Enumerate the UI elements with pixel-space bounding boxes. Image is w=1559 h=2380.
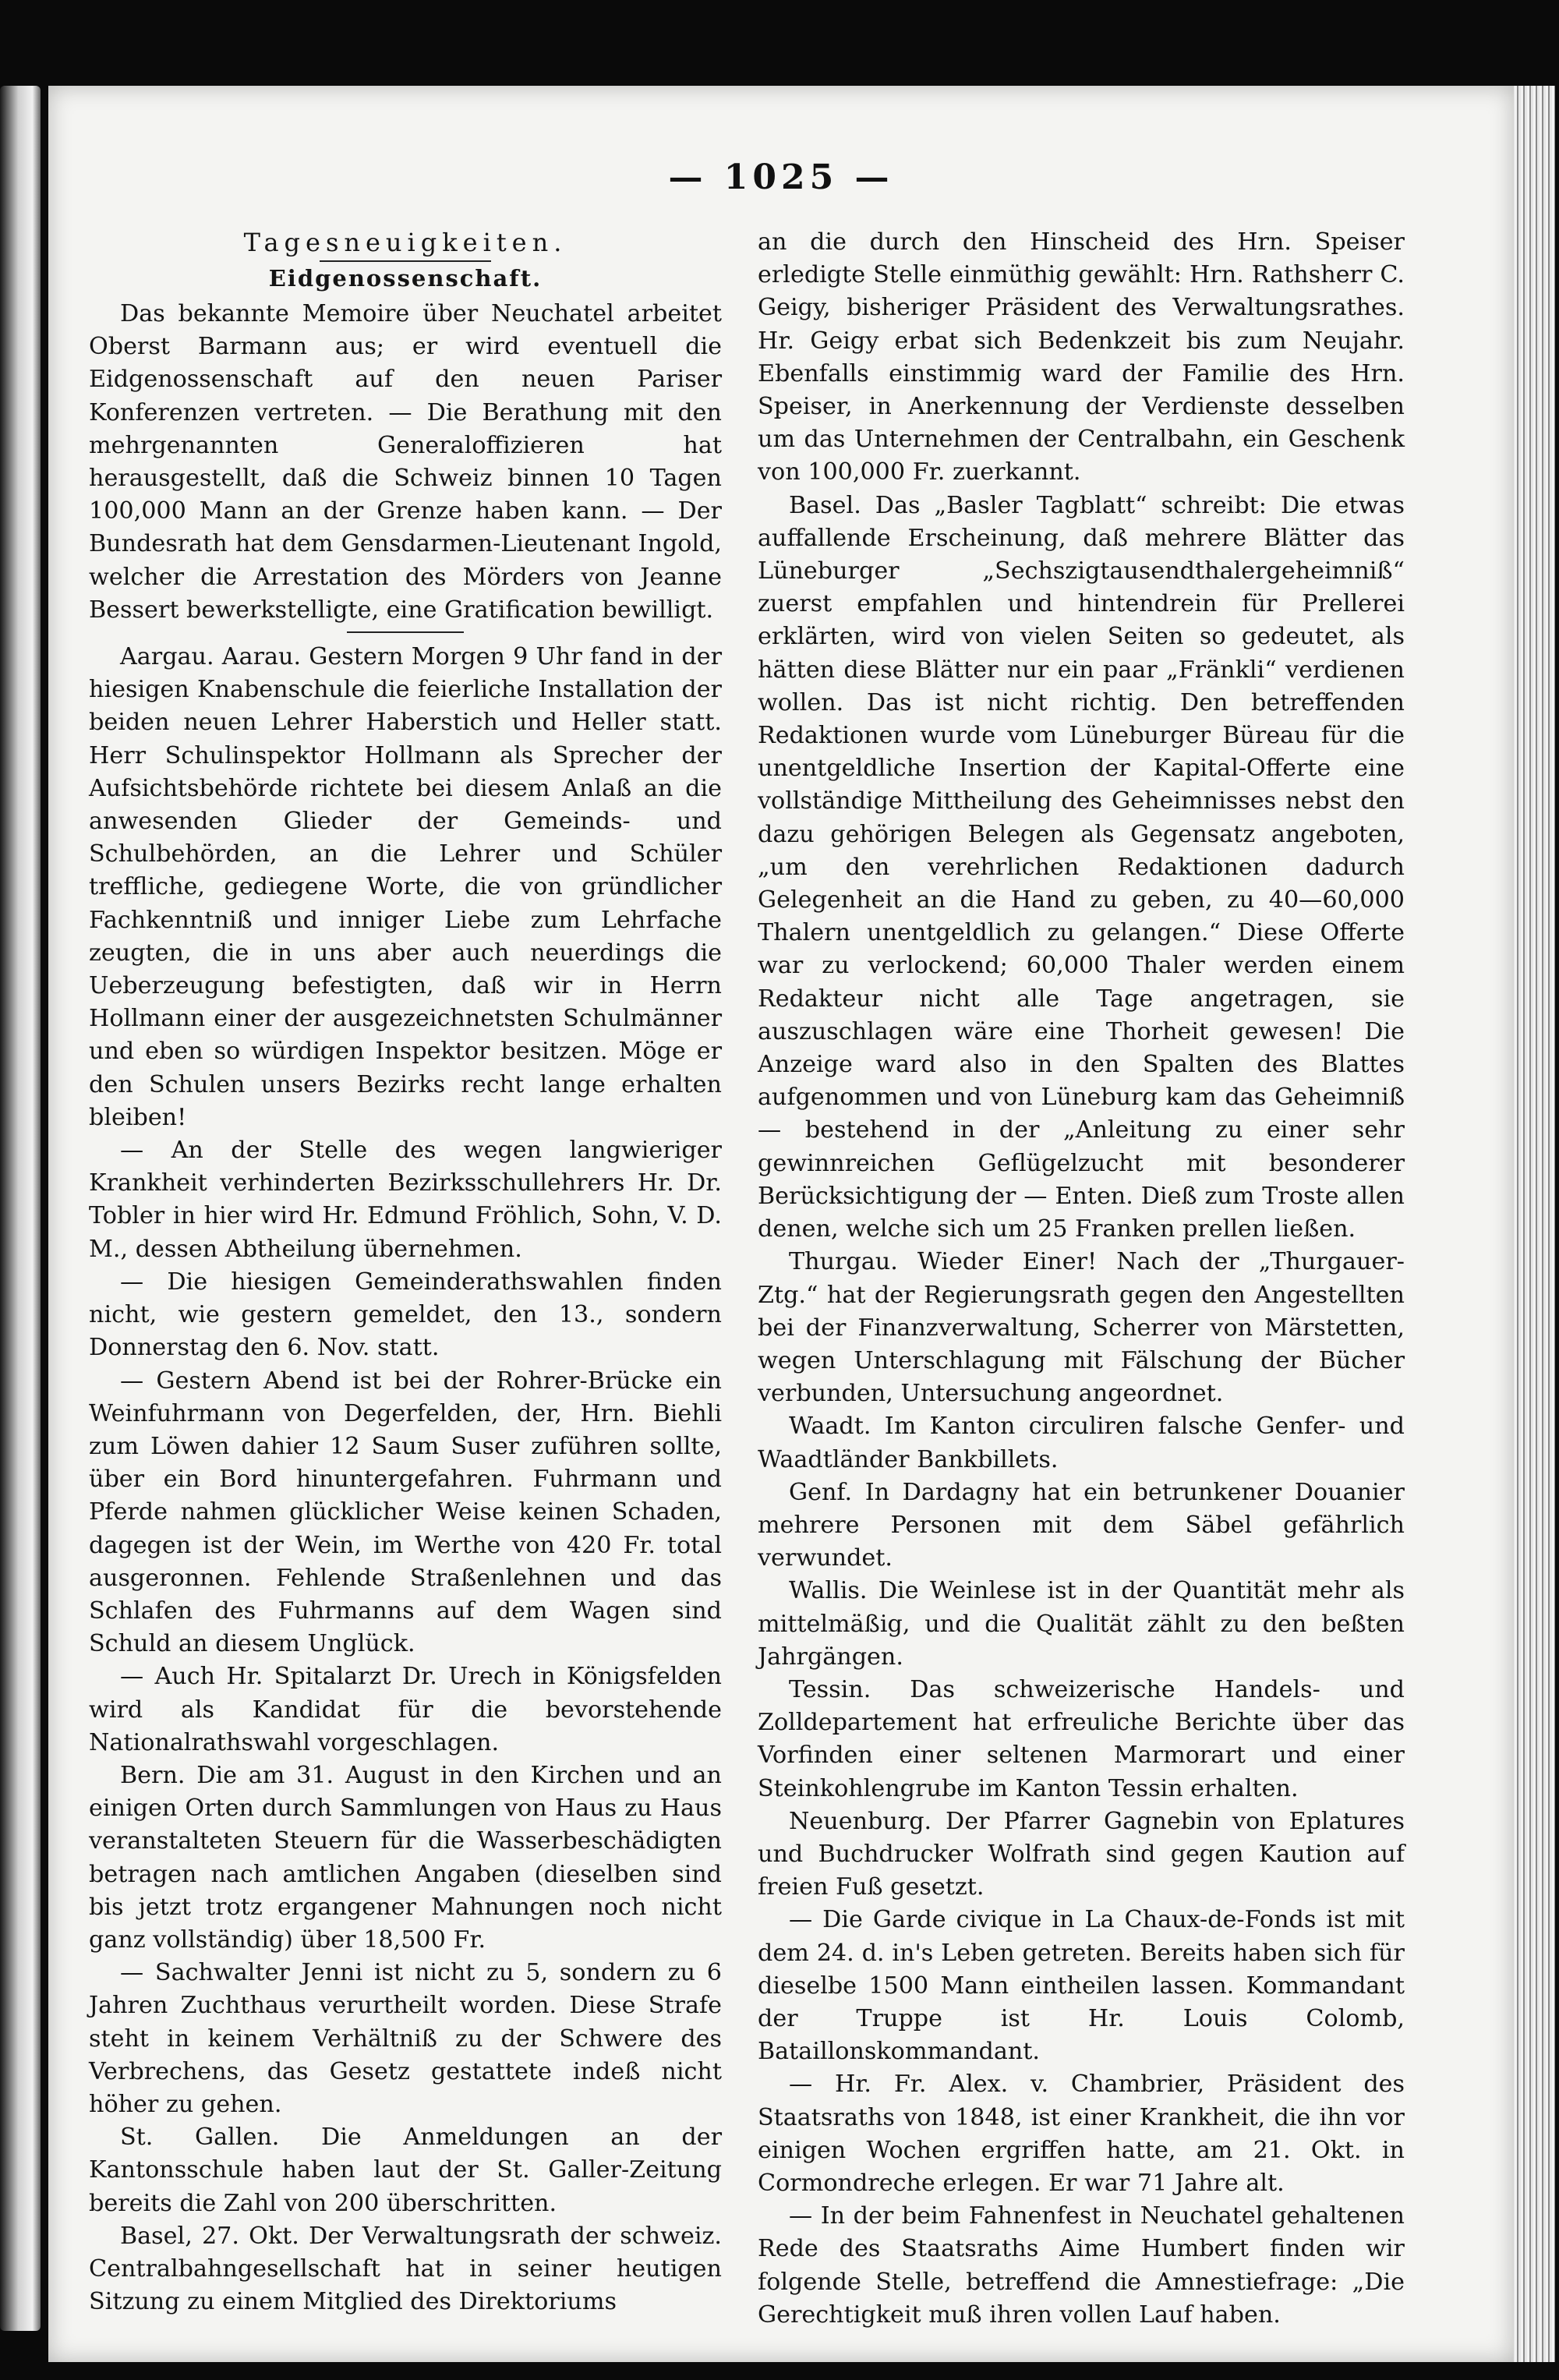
- paragraph: Basel. Das „Basler Tagblatt“ schreibt: Die etwas auffallende Erscheinung, daß mehrere Blätter das Lüneburger „Sechszigtausendthalergeheimniß“ zuerst empfahlen und hintendrein für Prellerei erklärten, wird von vielen Seiten so gedeutet, als hätten diese Blätter nur ein paar „Fränkli“ verdienen wollen. Das ist nicht richtig. Den betreffenden Redaktionen wurde vom Lüneburger Büreau für die unentgeldliche Insertion der Kapital-Offerte eine vollständige Mittheilung des Geheimnisses nebst den dazu gehörigen Belegen als Gegensatz angeboten, „um den verehrlichen Redaktionen dadurch Gelegenheit an die Hand zu geben, zu 40—60,000 Thalern unentgeldlich zu gelangen.“ Diese Offerte war zu verlockend; 60,000 Thaler werden einem Redakteur nicht alle Tage angetragen, sie auszuschlagen wäre eine Thorheit gewesen! Die Anzeige ward also in den Spalten des Blattes aufgenommen und von Lüneburg kam das Geheimniß — bestehend in der „Anleitung zu einer sehr gewinnreichen Geflügelzucht mit besonderer Berücksichtigung der — Enten. Dieß zum Troste allen denen, welche sich um 25 Franken prellen ließen.: [758, 491, 1405, 1243]
- paragraph: — An der Stelle des wegen langwieriger Krankheit verhinderten Bezirksschullehrers Hr. Dr. Tobler in hier wird Hr. Edmund Fröhlich, Sohn, V. D. M., dessen Abtheilung übernehmen.: [89, 1137, 722, 1263]
- paragraph: Thurgau. Wieder Einer! Nach der „Thurgauer-Ztg.“ hat der Regierungsrath gegen den Angestellten bei der Finanzverwaltung, Scherrer von Märstetten, wegen Unterschlagung mit Fälschung der Bücher verbunden, Untersuchung angeordnet.: [758, 1248, 1405, 1408]
- paragraph: — Die Garde civique in La Chaux-de-Fonds ist mit dem 24. d. in's Leben getreten. Bereits haben sich für dieselbe 1500 Mann eintheilen lassen. Kommandant der Truppe ist Hr. Louis Colomb, Bataillonskommandant.: [758, 1906, 1405, 2066]
- page-stack-right: [1508, 86, 1555, 2362]
- book-spine-left: [0, 86, 41, 2331]
- paragraph: — Hr. Fr. Alex. v. Chambrier, Präsident des Staatsraths von 1848, ist einer Krankheit, die ihn vor einigen Wochen ergriffen hatte, am 21. Okt. in Cormondreche erlegen. Er war 71 Jahre alt.: [758, 2071, 1405, 2197]
- paragraph: Bern. Die am 31. August in den Kirchen und an einigen Orten durch Sammlungen von Haus zu Haus veranstalteten Steuern für die Wasserbeschädigten betragen nach amtlichen Angaben (dieselben sind bis jetzt trotz ergangener Mahnungen noch nicht ganz vollständig) über 18,500 Fr.: [89, 1761, 722, 1954]
- paragraph: Basel, 27. Okt. Der Verwaltungsrath der schweiz. Centralbahngesellschaft hat in seiner heutigen Sitzung zu einem Mitglied des Direktoriums: [89, 2222, 722, 2316]
- paragraph: Genf. In Dardagny hat ein betrunkener Douanier mehrere Personen mit dem Säbel gefährlich verwundet.: [758, 1478, 1405, 1572]
- paragraph: Wallis. Die Weinlese ist in der Quantität mehr als mittelmäßig, und die Qualität zählt zu den beßten Jahrgängen.: [758, 1577, 1405, 1671]
- paragraph: Neuenburg. Der Pfarrer Gagnebin von Eplatures und Buchdrucker Wolfrath sind gegen Kaution auf freien Fuß gesetzt.: [758, 1807, 1405, 1901]
- subsection-title: Eidgenossenschaft.: [268, 265, 543, 292]
- paragraph: St. Gallen. Die Anmeldungen an der Kantonsschule haben laut der St. Galler-Zeitung bereits die Zahl von 200 überschritten.: [89, 2124, 722, 2217]
- section-title: Tagesneuigkeiten.: [243, 228, 567, 257]
- paragraph: — Sachwalter Jenni ist nicht zu 5, sondern zu 6 Jahren Zuchthaus verurtheilt worden. Diese Strafe steht in keinem Verhältniß zu der Schwere des Verbrechens, das Gesetz gestattete indeß nicht höher zu gehen.: [89, 1959, 722, 2118]
- page-number: — 1025 —: [668, 157, 894, 197]
- paragraph: — Auch Hr. Spitalarzt Dr. Urech in Königsfelden wird als Kandidat für die bevorstehende Nationalrathswahl vorgeschlagen.: [89, 1663, 722, 1756]
- paragraph: — In der beim Fahnenfest in Neuchatel gehaltenen Rede des Staatsraths Aime Humbert finden wir folgende Stelle, betreffend die Amnestiefrage: „Die Gerechtigkeit muß ihren vollen Lauf haben.: [758, 2202, 1405, 2329]
- paragraph: Waadt. Im Kanton circuliren falsche Genfer- und Waadtländer Bankbillets.: [758, 1413, 1405, 1473]
- paragraph: — Die hiesigen Gemeinderathswahlen finden nicht, wie gestern gemeldet, den 13., sondern Donnerstag den 6. Nov. statt.: [89, 1268, 722, 1362]
- right-column: [758, 226, 1405, 2332]
- paragraph: Das bekannte Memoire über Neuchatel arbeitet Oberst Barmann aus; er wird eventuell die Eidgenossenschaft auf den neuen Pariser Konferenzen vertreten. — Die Berathung mit den mehrgenannten Generaloffizieren hat herausgestellt, daß die Schweiz binnen 10 Tagen 100,000 Mann an der Grenze haben kann. — Der Bundesrath hat dem Gensdarmen-Lieutenant Ingold, welcher die Arrestation des Mörders von Jeanne Bessert bewerkstelligte, eine Gratification bewilligt.: [89, 300, 722, 624]
- paragraph: Tessin. Das schweizerische Handels- und Zolldepartement hat erfreuliche Berichte über das Vorfinden einer seltenen Marmorart und einer Steinkohlengrube im Kanton Tessin erhalten.: [758, 1675, 1405, 1802]
- newspaper-page: [48, 86, 1514, 2362]
- left-column: [89, 226, 722, 2318]
- separator-rule: [347, 631, 464, 633]
- paragraph: — Gestern Abend ist bei der Rohrer-Brücke ein Weinfuhrmann von Degerfelden, der, Hrn. Biehli zum Löwen dahier 12 Saum Suser zuführen sollte, über ein Bord hinuntergefahren. Fuhrmann und Pferde nahmen glücklicher Weise keinen Schaden, dagegen ist der Wein, im Werthe von 420 Fr. total ausgeronnen. Fehlende Straßenlehnen und das Schlafen des Fuhrmanns auf dem Wagen sind Schuld an diesem Unglück.: [89, 1367, 722, 1658]
- paragraph: an die durch den Hinscheid des Hrn. Speiser erledigte Stelle einmüthig gewählt: Hrn. Rathsherr C. Geigy, bisheriger Präsident des Verwaltungsrathes. Hr. Geigy erbat sich Bedenkzeit bis zum Neujahr. Ebenfalls einstimmig ward der Familie des Hrn. Speiser, in Anerkennung der Verdienste desselben um das Unternehmen der Centralbahn, ein Geschenk von 100,000 Fr. zuerkannt.: [758, 228, 1405, 486]
- paragraph: Aargau. Aarau. Gestern Morgen 9 Uhr fand in der hiesigen Knabenschule die feierliche Installation der beiden neuen Lehrer Haberstich und Heller statt. Herr Schulinspektor Hollmann als Sprecher der Aufsichtsbehörde richtete bei diesem Anlaß an die anwesenden Glieder der Gemeinds- und Schulbehörden, an die Lehrer und Schüler treffliche, gediegene Worte, die von gründlicher Fachkenntniß und inniger Liebe zum Lehrfache zeugten, die in uns aber auch neuerdings die Ueberzeugung befestigten, daß wir in Herrn Hollmann einer der ausgezeichnetsten Schulmänner und eben so würdigen Inspektor besitzen. Möge er den Schulen unsers Bezirks recht lange erhalten bleiben!: [89, 643, 722, 1131]
